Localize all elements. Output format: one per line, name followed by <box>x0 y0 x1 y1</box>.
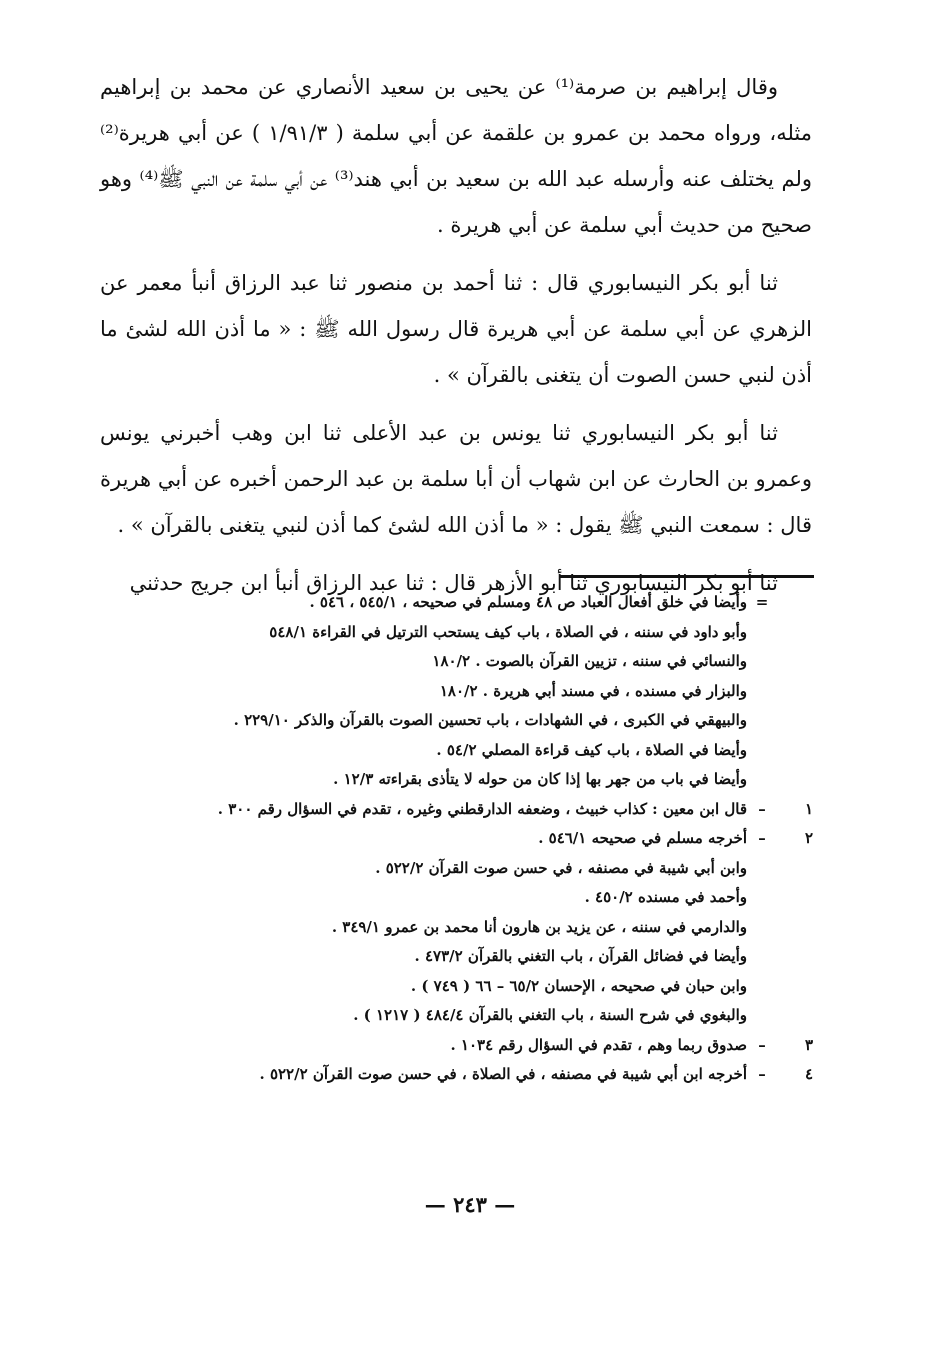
footnote-text: والبزار في مسنده ، في مسند أبي هريرة . ١٨٠/٢ <box>439 681 747 700</box>
footnote-line <box>150 736 813 766</box>
footnote-line <box>150 972 813 1002</box>
footnote-text: وأيضا في باب من جهر بها إذا كان من حوله لا يتأذى بقراءته ١٢/٣ . <box>333 770 747 788</box>
main-paragraph-2: ثنا أبو بكر النيسابوري قال : ثنا أحمد بن منصور ثنا عبد الرزاق أنبأ معمر عن الزهري عن أبي سلمة عن أبي هريرة قال رسول الله ﷺ : « ما أذن الله لشئ ما أذن لنبي حسن الصوت أن يتغنى بالقرآن » . <box>100 271 812 387</box>
footnote-text: وأيضا في الصلاة ، باب كيف قراءة المصلي ٥٤/٢ . <box>436 740 747 759</box>
footnote-text: وأيضا في خلق أفعال العباد ص ٤٨ ومسلم في صحيحه ، ٥٤٥/١ ، ٥٤٦ . <box>309 593 747 611</box>
footnote-text: وأحمد في مسنده ٤٥٠/٢ . <box>584 888 747 906</box>
footnote-line <box>150 1001 813 1031</box>
footnote-text: وأيضا في فضائل القرآن ، باب التغني بالقرآن ٤٧٣/٢ . <box>414 947 747 965</box>
footnote-number: ١ <box>804 799 813 818</box>
footnote-dash: = <box>755 593 769 611</box>
footnote-line <box>150 765 813 795</box>
footnote-text: أخرجه ابن أبي شيبة في مصنفه ، في الصلاة ، في حسن صوت القرآن ٥٢٢/٢ . <box>259 1065 747 1083</box>
footnote-text: أخرجه مسلم في صحيحه ٥٤٦/١ . <box>538 829 747 847</box>
footnote-text: والبيهقي في الكبرى ، في الشهادات ، باب تحسين الصوت بالقرآن والذكر ٢٢٩/١٠ . <box>233 711 747 729</box>
footnote-line <box>150 942 813 972</box>
footnote-dash: – <box>758 1065 766 1083</box>
footnote-line <box>150 677 813 707</box>
main-text <box>100 64 812 618</box>
footnote-line <box>150 588 813 618</box>
footnote-dash: – <box>758 799 766 818</box>
footnote-text: والنسائي في سننه ، تزيين القرآن بالصوت . ١٨٠/٢ <box>432 652 747 670</box>
footnote-line <box>150 883 813 913</box>
footnote-dash: – <box>758 1035 766 1054</box>
footnote-text: قال ابن معين : كذاب خبيث ، وضعفه الدارقطني وغيره ، تقدم في السؤال رقم ٣٠٠ . <box>217 799 747 818</box>
footnote-line <box>150 913 813 943</box>
footnote-line <box>150 618 813 648</box>
footnote-text: والدارمي في سننه ، عن يزيد بن هارون أنا محمد بن عمرو ٣٤٩/١ . <box>331 917 747 936</box>
footnote-number: ٤ <box>804 1065 813 1083</box>
footnote-text: صدوق ربما وهم ، تقدم في السؤال رقم ١٠٣٤ . <box>450 1035 747 1054</box>
footnote-line <box>150 1031 813 1061</box>
main-paragraph-4: ثنا أبو بكر النيسابوري ثنا أبو الأزهر قال : ثنا عبد الرزاق أنبأ ابن جريج حدثني <box>129 571 778 595</box>
footnote-text: وأبو داود في سننه ، في الصلاة ، باب كيف يستحب الترتيل في القراءة ٥٤٨/١ <box>269 622 747 641</box>
footnote-text: والبغوي في شرح السنة ، باب التغني بالقرآن ٤٨٤/٤ ( ١٢١٧ ) . <box>353 1006 747 1024</box>
footnote-line <box>150 1060 813 1090</box>
footnote-line <box>150 824 813 854</box>
footnote-line <box>150 854 813 884</box>
main-paragraph-3: ثنا أبو بكر النيسابوري ثنا يونس بن عبد الأعلى ثنا ابن وهب أخبرني يونس وعمرو بن الحارث عن ابن شهاب أن أبا سلمة بن عبد الرحمن أخبره عن أبي هريرة قال : سمعت النبي ﷺ يقول : « ما أذن الله لشئ كما أذن لنبي يتغنى بالقرآن » . <box>100 421 812 537</box>
footnote-divider <box>560 575 814 578</box>
footnote-number: ٣ <box>804 1035 813 1054</box>
footnote-dash: – <box>758 829 766 847</box>
footnote-number: ٢ <box>804 829 813 847</box>
page-number: — ٢٤٣ — <box>424 1192 516 1217</box>
footnote-line <box>150 795 813 825</box>
footnote-line <box>150 706 813 736</box>
footnote-text: وابن أبي شيبة في مصنفه ، في حسن صوت القرآن ٥٢٢/٢ . <box>375 858 747 877</box>
main-paragraph-1: وقال إبراهيم بن صرمة⁽¹⁾ عن يحيى بن سعيد الأنصاري عن محمد بن إبراهيم مثله، ورواه محمد بن عمرو بن علقمة عن أبي سلمة ( ١/٩١/٣ ) عن أبي هريرة⁽²⁾ ولم يختلف عنه وأرسله عبد الله بن سعيد بن أبي هند⁽³⁾ عن أبي سلمة عن النبي ﷺ⁽⁴⁾ وهو صحيح من حديث أبي سلمة عن أبي هريرة . <box>100 75 812 237</box>
footnotes <box>150 588 813 1090</box>
footnote-line <box>150 647 813 677</box>
footnote-text: وابن حبان في صحيحه ، الإحسان ٦٥/٢ – ٦٦ ( ٧٤٩ ) . <box>410 976 747 995</box>
